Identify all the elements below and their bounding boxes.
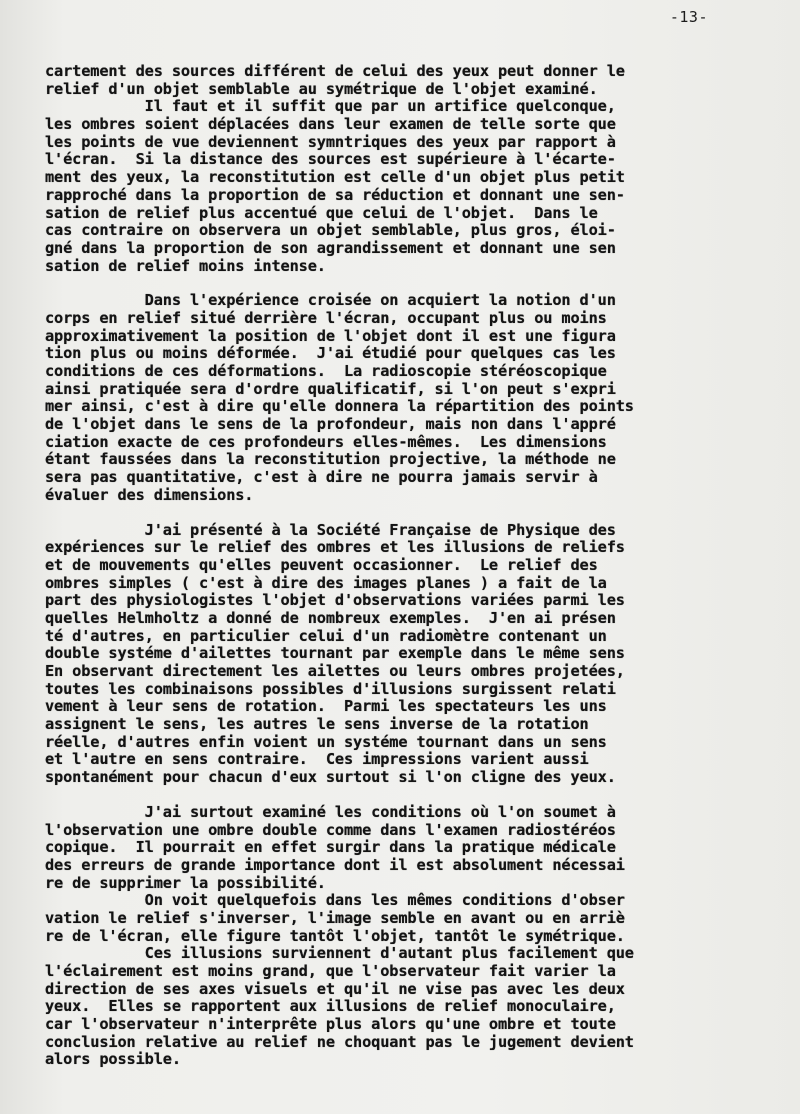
text-line: assignent le sens, les autres le sens inverse de la rotation xyxy=(45,715,589,734)
text-line: En observant directement les ailettes ou leurs ombres projetées, xyxy=(45,662,625,680)
text-line: l'écran. Si la distance des sources est supérieure à l'écarte- xyxy=(45,150,616,169)
text-line: l'éclairement est moins grand, que l'observateur fait varier la xyxy=(45,962,616,980)
paragraph-gap xyxy=(45,505,775,522)
text-line: re de supprimer la possibilité. xyxy=(45,873,326,892)
text-line: J'ai surtout examiné les conditions où l'on soumet à xyxy=(45,802,616,821)
text-line: double systéme d'ailettes tournant par exemple dans le même sens xyxy=(45,644,625,663)
text-line: les points de vue deviennent symntriques des yeux par rapport à xyxy=(45,132,616,151)
text-line: spontanément pour chacun d'eux surtout si l'on cligne des yeux. xyxy=(45,768,616,787)
text-line: yeux. Elles se rapportent aux illusions de relief monoculaire, xyxy=(45,997,616,1016)
text-line: quelles Helmholtz a donné de nombreux exemples. J'en ai présen xyxy=(45,608,616,627)
text-line: vation le relief s'inverser, l'image semble en avant ou en arriè xyxy=(45,908,625,927)
text-line: les ombres soient déplacées dans leur examen de telle sorte que xyxy=(45,115,616,134)
page-number: -13- xyxy=(669,8,708,26)
text-line: ombres simples ( c'est à dire des images planes ) a fait de la xyxy=(45,573,607,592)
text-line: mer ainsi, c'est à dire qu'elle donnera la répartition des points xyxy=(45,397,634,416)
paragraph xyxy=(45,804,775,1069)
text-line: cartement des sources différent de celui des yeux peut donner le xyxy=(45,62,625,80)
text-line: étant faussées dans la reconstitution projective, la méthode ne xyxy=(45,450,616,469)
text-line: cas contraire on observera un objet semblable, plus gros, éloi- xyxy=(45,221,616,240)
body-text xyxy=(45,63,775,1069)
text-line: gné dans la proportion de son agrandissement et donnant une sen xyxy=(45,238,616,257)
text-line: rapproché dans la proportion de sa réduction et donnant une sen- xyxy=(45,185,625,204)
text-line: relief d'un objet semblable au symétrique de l'objet examiné. xyxy=(45,79,598,98)
text-line: approximativement la position de l'objet dont il est une figura xyxy=(45,326,616,345)
text-line: tion plus ou moins déformée. J'ai étudié pour quelques cas les xyxy=(45,344,616,363)
text-line: réelle, d'autres enfin voient un systéme tournant dans un sens xyxy=(45,732,607,751)
text-line: J'ai présenté à la Société Française de Physique des xyxy=(45,520,616,539)
text-line: direction de ses axes visuels et qu'il ne vise pas avec les deux xyxy=(45,979,625,998)
text-line: expériences sur le relief des ombres et les illusions de reliefs xyxy=(45,538,625,557)
text-line: ainsi pratiquée sera d'ordre qualificatif, si l'on peut s'expri xyxy=(45,379,616,398)
paragraph xyxy=(45,522,775,787)
paragraph-gap xyxy=(45,787,775,804)
text-line: conclusion relative au relief ne choquant pas le jugement devient xyxy=(45,1032,634,1051)
text-line: té d'autres, en particulier celui d'un radiomètre contenant un xyxy=(45,626,607,645)
text-line: sation de relief moins intense. xyxy=(45,256,326,275)
text-line: Dans l'expérience croisée on acquiert la notion d'un xyxy=(45,291,616,310)
text-line: sera pas quantitative, c'est à dire ne pourra jamais servir à xyxy=(45,468,598,487)
text-line: ment des yeux, la reconstitution est celle d'un objet plus petit xyxy=(45,168,625,187)
text-line: vement à leur sens de rotation. Parmi les spectateurs les uns xyxy=(45,697,607,716)
text-line: car l'observateur n'interprête plus alors qu'une ombre et toute xyxy=(45,1015,616,1034)
text-line: et l'autre en sens contraire. Ces impressions varient aussi xyxy=(45,750,589,769)
text-line: ciation exacte de ces profondeurs elles-mêmes. Les dimensions xyxy=(45,432,607,451)
paragraph-gap xyxy=(45,275,775,292)
text-line: Il faut et il suffit que par un artifice quelconque, xyxy=(45,97,616,116)
text-line: et de mouvements qu'elles peuvent occasionner. Le relief des xyxy=(45,555,598,574)
text-line: l'observation une ombre double comme dans l'examen radiostéréos xyxy=(45,820,616,839)
text-line: alors possible. xyxy=(45,1050,181,1069)
text-line: conditions de ces déformations. La radioscopie stéréoscopique xyxy=(45,362,607,380)
text-line: On voit quelquefois dans les mêmes conditions d'obser xyxy=(45,891,625,910)
text-line: toutes les combinaisons possibles d'illusions surgissent relati xyxy=(45,679,616,698)
text-line: sation de relief plus accentué que celui de l'objet. Dans le xyxy=(45,203,598,222)
text-line: copique. Il pourrait en effet surgir dans la pratique médicale xyxy=(45,838,616,857)
text-line: re de l'écran, elle figure tantôt l'objet, tantôt le symétrique. xyxy=(45,926,625,945)
text-line: évaluer des dimensions. xyxy=(45,485,254,504)
text-line: des erreurs de grande importance dont il est absolument nécessai xyxy=(45,855,625,874)
paragraph xyxy=(45,292,775,504)
paragraph xyxy=(45,63,775,275)
text-line: Ces illusions surviennent d'autant plus facilement que xyxy=(45,944,634,963)
text-line: part des physiologistes l'objet d'observations variées parmi les xyxy=(45,591,625,610)
text-line: de l'objet dans le sens de la profondeur, mais non dans l'appré xyxy=(45,415,616,434)
text-line: corps en relief situé derrière l'écran, occupant plus ou moins xyxy=(45,308,607,327)
